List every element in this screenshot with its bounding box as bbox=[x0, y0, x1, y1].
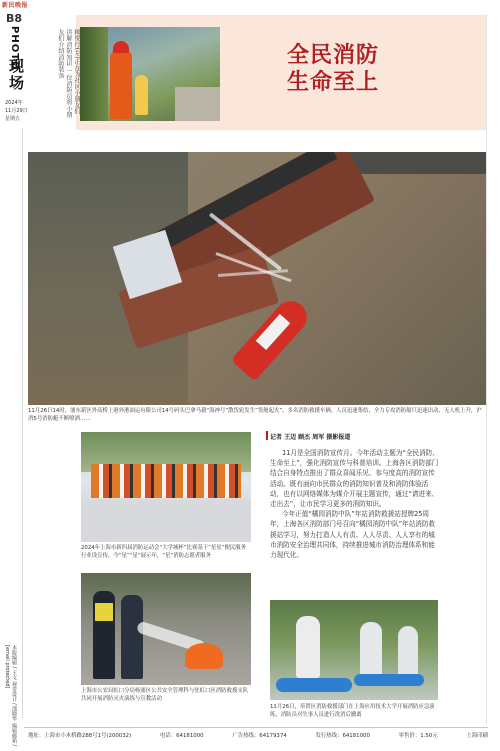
editor-credits: 本版编辑 / 王文 视觉设计 / 邵晓华 编辑邮箱 / [email protected] bbox=[4, 645, 17, 747]
footer-ad: 广告热线：64179374 bbox=[232, 733, 287, 739]
date-year: 2024年 bbox=[5, 100, 23, 106]
section-title-cn: 现场 bbox=[7, 58, 25, 92]
weekday: 星期五 bbox=[5, 116, 21, 122]
photo-c-caption: 11月26日，奉贤区消防救援部门在上海应用技术大学开展消防应急演练，消防员对失事人员进行洗消后撤离 bbox=[270, 704, 435, 718]
main-photo-caption: 11月26日14时，浦东新区外高桥上港外港油运有限公司14号码头巴拿马籍“海神号”散货轮发生“货舱起火”，多名消防救援车辆、人员迅速集结，全力专攻消防船只迅速出动，无人机上升，沪消5号消防艇不断喷洒…… bbox=[28, 408, 482, 422]
byline: 记者 王迈 顾杰 周军 摄影报道 bbox=[270, 434, 351, 441]
header-photo-caption: 顾悦行(左)正在为社区小朋友们讲解消防知识 一位消防员将小朋友们介绍消防装备 bbox=[57, 29, 80, 118]
footer-phone: 电话：64181000 bbox=[159, 733, 204, 739]
date-month-day: 11月29日 bbox=[5, 108, 28, 114]
byline-marker bbox=[266, 431, 268, 440]
article-paragraph: 今年正值“橘园消防中队”年站消防救援站授牌25周年，上海各区消防部门号召向“橘园消防中队”年站消防救援站学习，努力打造人人有责、人人尽责、人人享有的城市消防安全治理共同体，持续推进城市消防治理体系和能力现代化。 bbox=[270, 510, 436, 560]
photo-fire-sports-meet bbox=[81, 432, 251, 542]
photo-hazmat-drill bbox=[270, 600, 438, 700]
footer-price: 零售价：1.50元 bbox=[398, 733, 438, 739]
rail-divider bbox=[22, 128, 23, 718]
main-photo-aerial-ship-fire bbox=[28, 152, 486, 405]
page-frame-right bbox=[486, 14, 487, 724]
headline-line1: 全民消防 bbox=[287, 42, 380, 68]
article-paragraph: 11月是全国消防宣传月。今年活动主题为“全民消防、生命至上”，强化消防宣传与科普培训。上海各区消防部门结合自身特点推出了群众喜闻乐见、参与度高的消防宣传活动。既有面向市民群众的消防知识普及和消防体验活动，也有以网络媒体为媒介开展主题宣传，通过“请进来、走出去”，让市民学习更多的消防知识。 bbox=[270, 449, 439, 509]
headline bbox=[287, 42, 379, 96]
footer-divider bbox=[24, 727, 488, 728]
footer-print: 上海印刷 bbox=[466, 733, 488, 739]
page-number: B8 bbox=[6, 12, 23, 25]
photo-fire-drill bbox=[81, 573, 251, 685]
photo-a-caption: 2024年上海市新四届消防运动会“大学城杯”比赛基于“星星”便民服务行业设宣传，今“星”“星”展示年，“星”消防志愿者服务 bbox=[81, 545, 247, 559]
footer-address: 地址：上海市小木桥路288号1号(200032) bbox=[28, 733, 132, 739]
footer bbox=[28, 731, 488, 743]
section-title-en: PHOTO bbox=[9, 26, 20, 71]
footer-subscription: 发行热线：64181000 bbox=[315, 733, 370, 739]
photo-b-caption: 上海市公安局虹口分局杨浦区公共安全管理科与驻虹口区消防救援支队共同开展消防灭火演练与宣教活动 bbox=[81, 688, 249, 702]
article-body bbox=[270, 448, 440, 560]
headline-line2: 生命至上 bbox=[287, 69, 380, 95]
masthead: 新民晚报 bbox=[2, 2, 29, 9]
header-photo-firefighter bbox=[80, 27, 220, 121]
